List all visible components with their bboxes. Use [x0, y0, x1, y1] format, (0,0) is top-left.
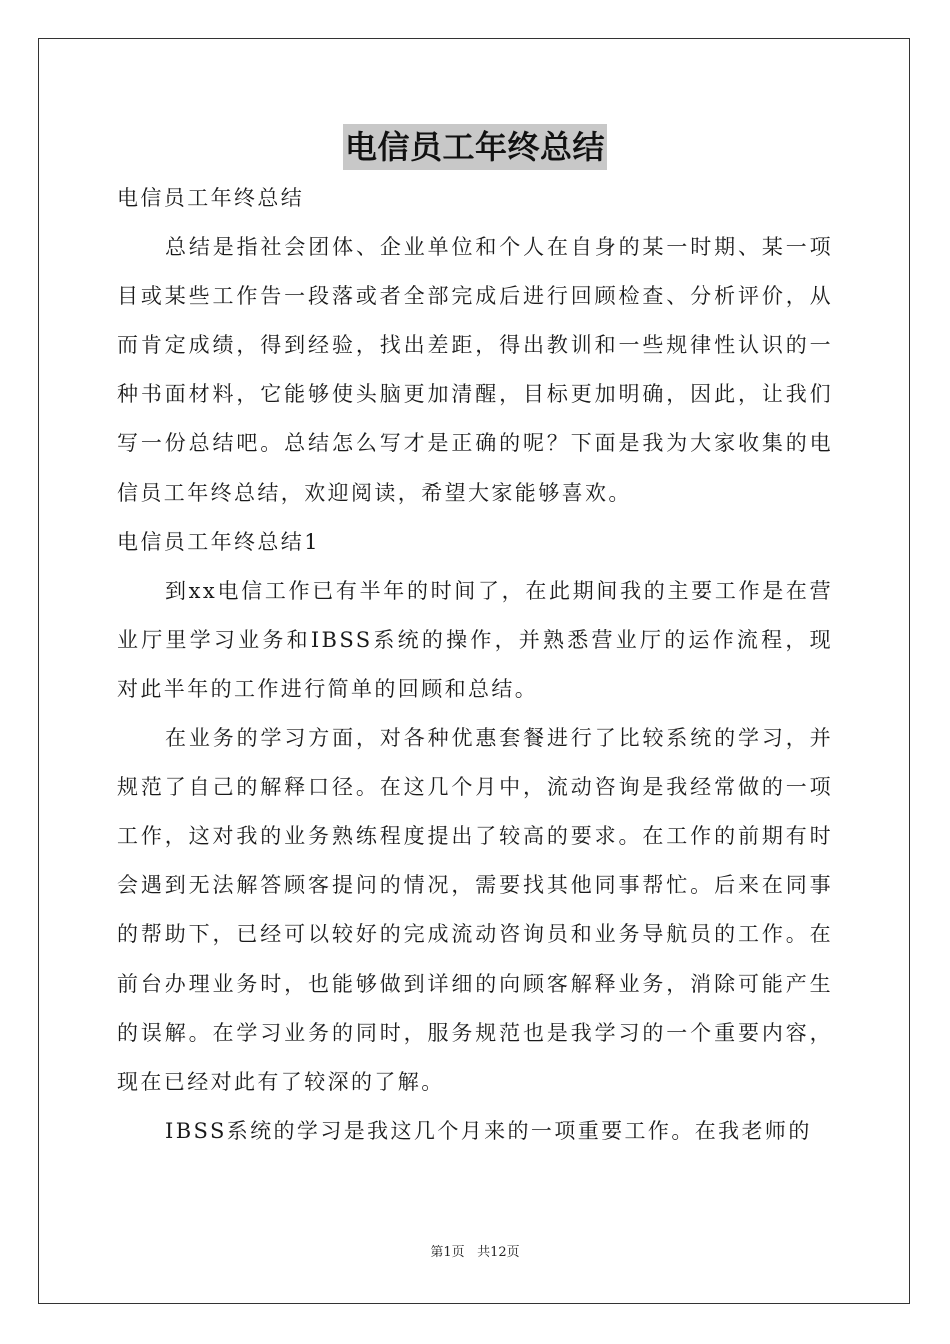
paragraph-heading: 电信员工年终总结	[117, 186, 305, 210]
page-number: 第1页	[430, 1245, 465, 1260]
document-body	[117, 174, 833, 1156]
paragraph-body: IBSS系统的学习是我这几个月来的一项重要工作。在我老师的	[165, 1118, 812, 1143]
paragraph-body: 到xx电信工作已有半年的时间了，在此期间我的主要工作是在营业厅里学习业务和IBSS系统的操作，并熟悉营业厅的运作流程，现对此半年的工作进行简单的回顾和总结。	[117, 578, 833, 701]
page-total: 共12页	[477, 1245, 520, 1260]
page-footer	[0, 1244, 950, 1262]
title-container	[0, 124, 950, 170]
document-title: 电信员工年终总结	[343, 124, 607, 170]
paragraph-body: 在业务的学习方面，对各种优惠套餐进行了比较系统的学习，并规范了自己的解释口径。在这几个月中，流动咨询是我经常做的一项工作，这对我的业务熟练程度提出了较高的要求。在工作的前期有时会遇到无法解答顾客提问的情况，需要找其他同事帮忙。后来在同事的帮助下，已经可以较好的完成流动咨询员和业务导航员的工作。在前台办理业务时，也能够做到详细的向顾客解释业务，消除可能产生的误解。在学习业务的同时，服务规范也是我学习的一个重要内容，现在已经对此有了较深的了解。	[117, 726, 833, 1094]
paragraph-section-heading: 电信员工年终总结1	[117, 529, 320, 554]
paragraph-intro: 总结是指社会团体、企业单位和个人在自身的某一时期、某一项目或某些工作告一段落或者全部完成后进行回顾检查、分析评价，从而肯定成绩，得到经验，找出差距，得出教训和一些规律性认识的一种书面材料，它能够使头脑更加清醒，目标更加明确，因此，让我们写一份总结吧。总结怎么写才是正确的呢？下面是我为大家收集的电信员工年终总结，欢迎阅读，希望大家能够喜欢。	[117, 235, 833, 505]
